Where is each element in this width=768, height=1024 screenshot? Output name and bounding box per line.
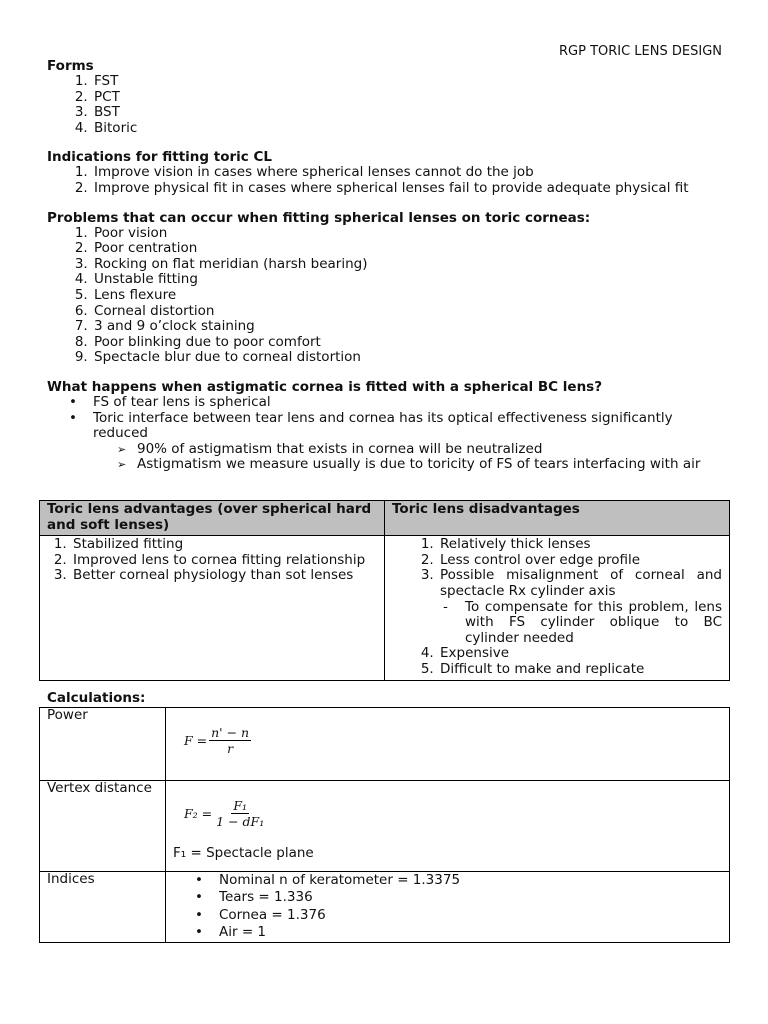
disadvantages-sublist xyxy=(440,600,722,647)
vertex-label: Vertex distance xyxy=(40,781,166,872)
list-item: 3. BST xyxy=(92,105,729,121)
sub-list-item: ➢ Astigmatism we measure usually is due to toricity of FS of tears interfacing with air xyxy=(117,457,729,473)
power-formula-cell xyxy=(166,708,730,781)
list-item-text: Possible misalignment of corneal and spectacle Rx cylinder axis xyxy=(440,567,722,599)
list-item: 7. 3 and 9 o’clock staining xyxy=(92,319,729,335)
advantages-table xyxy=(39,500,730,681)
indications-heading: Indications for fitting toric CL xyxy=(47,149,272,166)
bullet-text: Toric interface between tear lens and cornea has its optical effectiveness significantly reduced xyxy=(93,409,673,442)
power-label: Power xyxy=(40,708,166,781)
vertex-formula xyxy=(184,798,266,829)
astigmatic-section xyxy=(47,379,729,473)
advantages-header: Toric lens advantages (over spherical hard and soft lenses) xyxy=(40,501,385,536)
list-item: 2. Improved lens to cornea fitting relationship xyxy=(71,553,377,569)
list-item: 1. Poor vision xyxy=(92,226,729,242)
list-item: 3. Better corneal physiology than sot lenses xyxy=(71,568,377,584)
formula-numerator: n' − n xyxy=(211,725,250,740)
indications-section xyxy=(47,149,729,196)
calculations-title: Calculations: xyxy=(47,690,146,706)
problems-list xyxy=(47,226,729,366)
list-item: 2. Poor centration xyxy=(92,241,729,257)
formula-fraction xyxy=(209,725,251,756)
list-item: • Air = 1 xyxy=(193,924,722,941)
disadvantages-header: Toric lens disadvantages xyxy=(385,501,730,536)
list-item: 1. Relatively thick lenses xyxy=(438,537,722,553)
advantages-cell xyxy=(40,536,385,680)
list-item: 4. Bitoric xyxy=(92,121,729,137)
astigmatic-sublist xyxy=(93,442,729,473)
list-item: 4. Unstable fitting xyxy=(92,272,729,288)
list-item: 1. Stabilized fitting xyxy=(71,537,377,553)
indices-label: Indices xyxy=(40,872,166,943)
bullet-text: FS of tear lens is spherical xyxy=(93,393,271,410)
formula-fraction xyxy=(214,798,266,829)
astigmatic-list xyxy=(47,395,729,473)
list-item: 2. Less control over edge profile xyxy=(438,553,722,569)
list-item: 1. Improve vision in cases where spherical lenses cannot do the job xyxy=(92,165,729,181)
forms-list xyxy=(47,74,729,136)
disadvantages-cell xyxy=(385,536,730,680)
sub-list-item: - To compensate for this problem, lens with FS cylinder oblique to BC cylinder needed xyxy=(440,600,722,647)
list-item xyxy=(67,395,729,411)
list-item: 5. Difficult to make and replicate xyxy=(438,662,722,678)
forms-section xyxy=(47,58,729,136)
formula-lhs: F = xyxy=(184,732,208,748)
forms-heading: Forms xyxy=(47,58,94,74)
sub-list-item: ➢ 90% of astigmatism that exists in cornea will be neutralized xyxy=(117,442,729,458)
advantages-list xyxy=(47,537,377,584)
calculations-table xyxy=(39,707,730,943)
disadvantages-list xyxy=(392,537,722,677)
formula-numerator: F₁ xyxy=(233,798,248,813)
power-formula xyxy=(184,725,251,756)
formula-denominator: r xyxy=(227,741,234,756)
list-item: • Tears = 1.336 xyxy=(193,889,722,906)
vertex-formula-cell xyxy=(166,781,730,872)
formula-lhs: F₂ = xyxy=(184,805,213,821)
vertex-note: F₁ = Spectacle plane xyxy=(173,845,314,861)
formula-denominator: 1 − dF₁ xyxy=(216,814,265,829)
indications-list xyxy=(47,165,729,196)
list-item xyxy=(67,411,729,473)
page-header-title: RGP TORIC LENS DESIGN xyxy=(558,44,722,59)
indices-list xyxy=(173,872,722,941)
problems-section xyxy=(47,210,729,366)
list-item: 8. Poor blinking due to poor comfort xyxy=(92,335,729,351)
indices-cell xyxy=(166,872,730,943)
list-item: • Nominal n of keratometer = 1.3375 xyxy=(193,872,722,889)
list-item: 5. Lens flexure xyxy=(92,288,729,304)
list-item: 6. Corneal distortion xyxy=(92,304,729,320)
problems-heading: Problems that can occur when fitting spherical lenses on toric corneas: xyxy=(47,209,591,226)
document-body xyxy=(47,58,729,486)
list-item: 2. Improve physical fit in cases where spherical lenses fail to provide adequate physical fit xyxy=(92,181,729,197)
list-item: 4. Expensive xyxy=(438,646,722,662)
list-item xyxy=(438,568,722,646)
list-item: 2. PCT xyxy=(92,90,729,106)
list-item: 1. FST xyxy=(92,74,729,90)
astigmatic-heading: What happens when astigmatic cornea is fitted with a spherical BC lens? xyxy=(47,378,603,395)
list-item: 9. Spectacle blur due to corneal distortion xyxy=(92,350,729,366)
list-item: 3. Rocking on flat meridian (harsh bearing) xyxy=(92,257,729,273)
list-item: • Cornea = 1.376 xyxy=(193,907,722,924)
